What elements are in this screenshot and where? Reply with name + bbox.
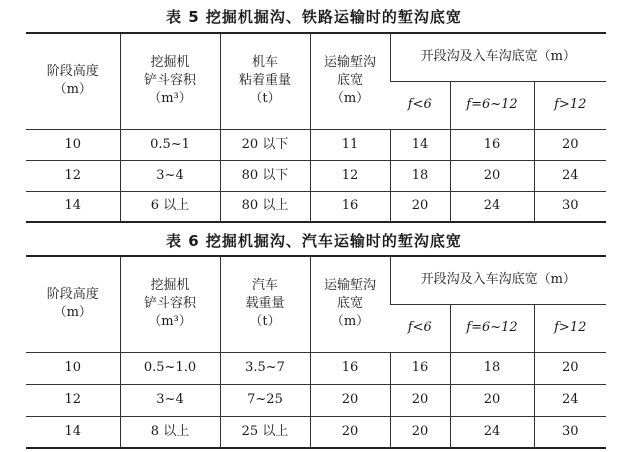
table-row (26, 416, 606, 448)
table-cell: 25 以上 (220, 416, 310, 448)
table-cell: 30 (534, 416, 606, 448)
subheader-f-gt-12: f>12 (534, 81, 606, 129)
header-trench-width: 运输堑沟 底宽 （m） (310, 256, 390, 352)
table-cell: 20 (310, 384, 390, 416)
table-cell: 7~25 (220, 384, 310, 416)
table-cell: 24 (534, 384, 606, 416)
header-stage-height: 阶段高度 （m） (26, 33, 120, 129)
table-cell: 0.5~1 (120, 129, 220, 160)
subheader-f-6-12: f=6~12 (450, 304, 534, 352)
table-cell: 20 (390, 416, 450, 448)
table-cell: 20 (310, 416, 390, 448)
table-cell: 3.5~7 (220, 352, 310, 384)
table-cell: 18 (390, 160, 450, 191)
table5-header-row (26, 33, 606, 81)
header-stage-height: 阶段高度 （m） (26, 256, 120, 352)
table-cell: 8 以上 (120, 416, 220, 448)
header-trench-width: 运输堑沟 底宽 （m） (310, 33, 390, 129)
table-cell: 14 (26, 191, 120, 222)
table-row (26, 191, 606, 222)
table-cell: 16 (390, 352, 450, 384)
table-cell: 20 (534, 129, 606, 160)
table-cell: 3~4 (120, 160, 220, 191)
table-cell: 20 (390, 384, 450, 416)
table-cell: 20 (450, 160, 534, 191)
table-row (26, 352, 606, 384)
table6-header-row (26, 256, 606, 304)
table-cell: 20 (450, 384, 534, 416)
table5-caption: 表 5 挖掘机掘沟、铁路运输时的堑沟底宽 (166, 8, 462, 26)
table-cell: 10 (26, 352, 120, 384)
table-cell: 80 以下 (220, 160, 310, 191)
table-cell: 80 以上 (220, 191, 310, 222)
table6-caption: 表 6 挖掘机掘沟、汽车运输时的堑沟底宽 (166, 232, 462, 250)
table-cell: 12 (26, 160, 120, 191)
table-cell: 20 (534, 352, 606, 384)
table-cell: 10 (26, 129, 120, 160)
table-cell: 16 (310, 191, 390, 222)
table-cell: 16 (310, 352, 390, 384)
table-cell: 18 (450, 352, 534, 384)
header-open-cut-width: 开段沟及入车沟底宽（m） (390, 256, 606, 304)
table-cell: 14 (26, 416, 120, 448)
subheader-f-gt-12: f>12 (534, 304, 606, 352)
table-cell: 20 以下 (220, 129, 310, 160)
subheader-f-lt-6: f<6 (390, 304, 450, 352)
subheader-f-6-12: f=6~12 (450, 81, 534, 129)
table6 (26, 255, 606, 449)
table5 (26, 32, 606, 223)
table-cell: 0.5~1.0 (120, 352, 220, 384)
table-cell: 11 (310, 129, 390, 160)
header-truck-capacity: 汽车 载重量 （t） (220, 256, 310, 352)
table-cell: 24 (450, 191, 534, 222)
table-cell: 20 (390, 191, 450, 222)
table-cell: 30 (534, 191, 606, 222)
table-cell: 12 (310, 160, 390, 191)
header-bucket-volume: 挖掘机 铲斗容积 （m³） (120, 33, 220, 129)
table-cell: 12 (26, 384, 120, 416)
table-row (26, 384, 606, 416)
table-row (26, 129, 606, 160)
header-bucket-volume: 挖掘机 铲斗容积 （m³） (120, 256, 220, 352)
table-cell: 6 以上 (120, 191, 220, 222)
table-cell: 24 (534, 160, 606, 191)
table-cell: 3~4 (120, 384, 220, 416)
header-open-cut-width: 开段沟及入车沟底宽（m） (390, 33, 606, 81)
table-cell: 14 (390, 129, 450, 160)
table-cell: 24 (450, 416, 534, 448)
table-row (26, 160, 606, 191)
header-locomotive-weight: 机车 粘着重量 （t） (220, 33, 310, 129)
table-cell: 16 (450, 129, 534, 160)
subheader-f-lt-6: f<6 (390, 81, 450, 129)
